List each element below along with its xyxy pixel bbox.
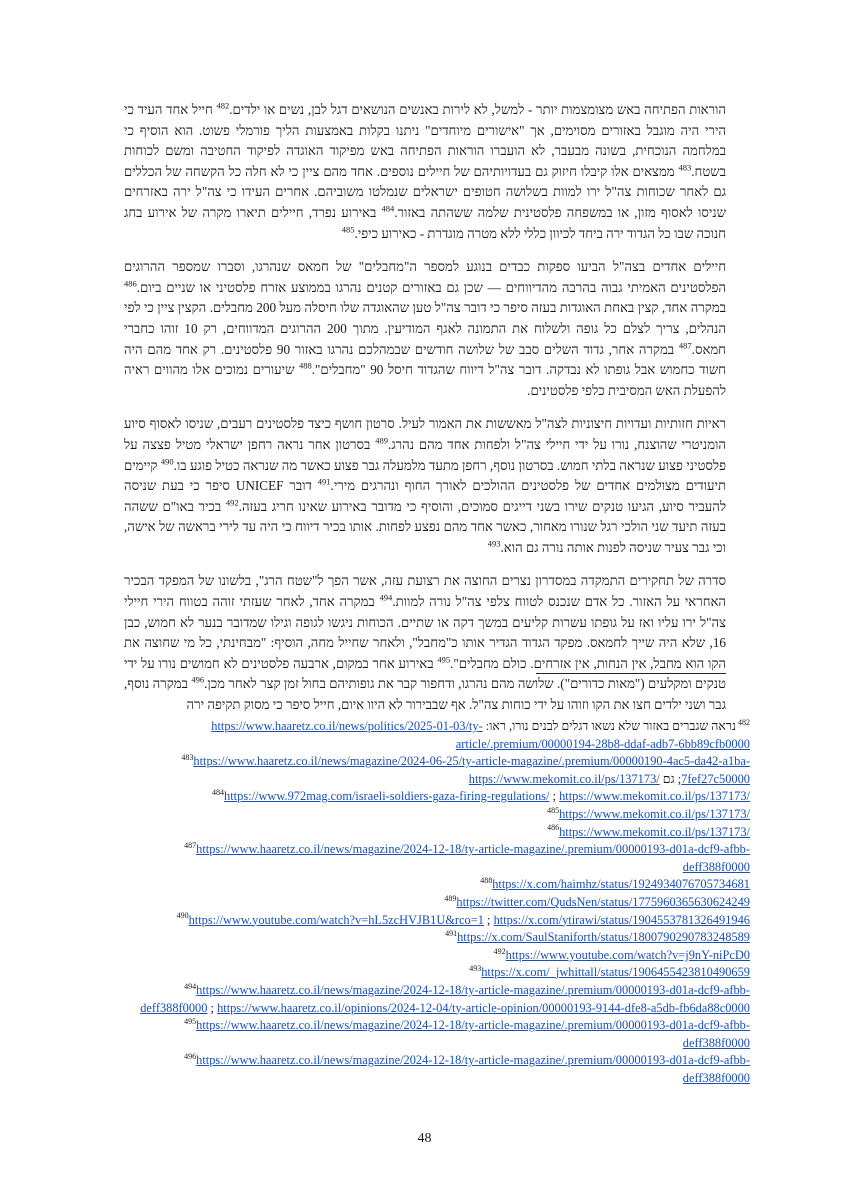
text-run: במקרה אחד, קצין באחת האוגדות בעזה סיפר כי דובר צה"ל טען שהאוגדה שלו חיסלה מעל 200 מחבלים. הקצין ציין כי לפי הנהלים, צריך לצלם כל גופה ולשלוח את התמונה לאגף המודיעין. מתוך 200 ההרוגים המדווחים, רק 10 זוהו כחברי חמאס. [124, 300, 726, 357]
footnote-link[interactable]: https://www.haaretz.co.il/news/magazine/2024-12-18/ty-article-magazine/.premium/00000193-d01a-dcf9-afbb-deff388f0000 [196, 1018, 750, 1050]
footnote-link[interactable]: https://www.mekomit.co.il/ps/137173/ [559, 824, 750, 839]
footnote-487 [118, 841, 750, 876]
footnote-number: 482 [738, 717, 750, 727]
footnote-484 [118, 788, 750, 806]
footnote-number: 484 [212, 788, 225, 798]
footnote-link[interactable]: https://www.youtube.com/watch?v=hL5zcHVJB1U&rco=1 [188, 912, 484, 927]
footnote-482 [118, 718, 750, 753]
footnote-text: נראה שגברים באזור שלא נשאו דגלים לבנים נורו, ראו: [482, 719, 736, 733]
footnote-ref-494[interactable]: 494 [379, 592, 393, 603]
footnote-link[interactable]: https://x.com/SaulStaniforth/status/1800790290783248589 [457, 930, 750, 945]
text-run: במקרה נוסף, גבר ושני ילדים חצו את הקו וזוהו על ידי כוחות צה"ל. אף שבבירור לא היוו איום, חייל סיפר כי מסוק תקיפה ירה [124, 676, 726, 713]
footnotes [118, 718, 750, 1087]
footnote-separator-text: ; [549, 789, 560, 804]
footnote-ref-482[interactable]: 482 [216, 100, 230, 111]
paragraph-3 [124, 414, 726, 558]
text-run: הוראות הפתיחה באש מצומצמות יותר - למשל, לא לירות באנשים הנושאים דגל לבן, נשים או ילדים. [229, 102, 727, 117]
footnote-link[interactable]: https://x.com/_jwhittall/status/1906455423810490659 [481, 965, 750, 980]
footnote-ref-489[interactable]: 489 [375, 435, 389, 446]
footnote-486 [118, 824, 750, 842]
text-run: בסרטון אחר נראה רחפן ישראלי מטיל פצצה על פלסטיני פצוע שנראה בלתי חמוש. בסרטון נוסף, רחפן מתעד מלמעלה גבר פצוע כאשר מה שנראה כטיל פוגע בו. [124, 436, 726, 473]
footnote-ref-493[interactable]: 493 [487, 538, 501, 549]
footnote-number: 493 [469, 964, 482, 974]
footnote-483 [118, 753, 750, 788]
footnote-number: 495 [184, 1016, 197, 1026]
text-run: ממצאים אלו קיבלו חיזוק גם בעדויותיהם של חיילים נוספים. אחד מהם ציין כי לא חלה כל הקשחה של הכללים גם לאחר שכוחות צה"ל ירו למוות בשלושה חטופים ישראלים שנמלטו משוביהם. אחרים העידו כי צה"ל ירה באזרחים שניסו לאסוף מזון, או במשפחה פלסטינית שלמה ששהתה באזור. [124, 163, 726, 220]
footnote-link[interactable]: https://www.haaretz.co.il/news/magazine/2024-06-25/ty-article-magazine/.premium/00000190-4ac5-da42-a1ba-7fef27c50000 [193, 754, 750, 786]
footnote-number: 483 [181, 753, 194, 763]
footnote-link[interactable]: https://www.haaretz.co.il/news/magazine/2024-12-18/ty-article-magazine/.premium/00000193-d01a-dcf9-afbb-deff388f0000 [196, 842, 750, 874]
footnote-link[interactable]: https://www.haaretz.co.il/opinions/2024-12-04/ty-article-opinion/00000193-9144-dfe8-a5db-fb6da88c0000 [217, 1000, 750, 1015]
footnote-number: 494 [184, 981, 197, 991]
text-run: ראיות חזותיות ועדויות חיצוניות לצה"ל מאששות את האמור לעיל. סרטון חושף כיצד פלסטינים רעבים, שניסו לאסוף סיוע הומניטרי שהוצנח, נורו על ידי חיילי צה"ל ולפחות אחד מהם נהרג. [124, 416, 727, 452]
footnote-link[interactable]: https://www.haaretz.co.il/news/magazine/2024-12-18/ty-article-magazine/.premium/00000193-d01a-dcf9-afbb-deff388f0000 [196, 1053, 750, 1085]
footnote-number: 486 [547, 823, 560, 833]
footnote-number: 490 [176, 911, 189, 921]
footnote-ref-488[interactable]: 488 [298, 360, 312, 371]
footnote-490 [118, 912, 750, 930]
footnote-491 [118, 929, 750, 947]
footnote-link[interactable]: https://www.972mag.com/israeli-soldiers-gaza-firing-regulations/ [224, 789, 550, 804]
footnote-489 [118, 894, 750, 912]
footnote-ref-490[interactable]: 490 [160, 456, 174, 467]
footnote-ref-483[interactable]: 483 [678, 162, 692, 173]
footnote-496 [118, 1052, 750, 1087]
text-run: בכיר באו"ם ששהה בעזה תיעד שני הולכי רגל שנורו מאחור, כאשר אחד מהם נפצע לפחות. אותו בכיר דיווח כי היה עד לירי בראשה של אישה, וכי גבר צעיר שניסה לפנות אותה נורה גם הוא. [124, 498, 726, 555]
footnote-link[interactable]: https://www.mekomit.co.il/ps/137173/ [559, 806, 750, 821]
footnote-495 [118, 1017, 750, 1052]
footnote-485 [118, 806, 750, 824]
footnote-ref-491[interactable]: 491 [317, 476, 331, 487]
footnote-link[interactable]: https://www.haaretz.co.il/news/politics/2025-01-03/ty-article/.premium/00000194-28b8-ddaf-adb7-6bb89cfb0000 [211, 719, 750, 751]
footnote-number: 489 [444, 893, 457, 903]
text-run: חייל אחד העיד כי הירי היה מוגבל באזורים מסוימים, אך "אישורים מיוחדים" ניתנו בקלות באמצעות הליך פורמלי פשוט. הוא הוסיף כי במלחמה הנוכחית, בשונה מבעבר, לא הועברו הוראות הפתיחה באש מפיקוד האוגדה לפיקוד החטיבה ומשם לכוחות בשטח. [124, 102, 726, 179]
footnote-ref-484[interactable]: 484 [381, 203, 395, 214]
footnote-number: 492 [493, 946, 506, 956]
footnote-link[interactable]: https://www.youtube.com/watch?v=j9nY-niPcD0 [505, 947, 750, 962]
footnote-link[interactable]: https://x.com/ytirawi/status/1904553781326491946 [493, 912, 750, 927]
footnote-488 [118, 876, 750, 894]
paragraph-4 [124, 571, 726, 715]
text-run: חיילים אחדים בצה"ל הביעו ספקות כבדים בנוגע למספר ה"מחבלים" של חמאס שנהרגו, וסברו שמספר ההרוגים הפלסטינים האמיתי גבוה בהרבה מהדיווחים — שכן גם באזורים קטנים נהרגו בממוצע אזרח פלסטיני או שניים ביום. [124, 259, 726, 295]
footnote-ref-487[interactable]: 487 [678, 340, 692, 351]
text-run: סדרה של תחקירים התמקדה במסדרון נצרים החוצה את רצועת עזה, אשר הפך ל"שטח הרג", בלשונו של המפקד הבכיר האחראי על האזור. כל אדם שנכנס לטווח צלפי צה"ל נורה למוות. [124, 573, 726, 610]
footnote-link[interactable]: https://www.mekomit.co.il/ps/137173/ [559, 789, 750, 804]
body-text [124, 100, 726, 729]
page-number: 48 [417, 1131, 432, 1146]
footnote-number: 485 [547, 805, 560, 815]
footnote-link[interactable]: https://twitter.com/QudsNen/status/1775960365630624249 [456, 894, 750, 909]
text-run: שיעורים נמוכים אלו מהווים ראיה להפעלת האש המסיבית כלפי פלסטינים. [124, 362, 726, 398]
paragraph-2 [124, 257, 726, 401]
text-run: קיימים תיעודים מצולמים אחדים של פלסטינים ההולכים לאורך החוף ונהרגים מירי. [124, 457, 726, 494]
text-run: דובר UNICEF סיפר כי בעת שניסה להעביר סיוע, הגיעו טנקים שירו בשני דייגים סמוכים, והוסיף כי מדובר באירוע שאינו חריג בעזה. [124, 478, 726, 514]
footnote-separator [536, 673, 726, 674]
footnote-link[interactable]: https://x.com/haimhz/status/1924934076705734681 [492, 877, 750, 892]
paragraph-1 [124, 100, 726, 244]
footnote-ref-496[interactable]: 496 [191, 675, 205, 686]
footnote-link[interactable]: https://www.haaretz.co.il/news/magazine/2024-12-18/ty-article-magazine/.premium/00000193-d01a-dcf9-afbb-deff388f0000 [140, 982, 750, 1015]
footnote-number: 491 [445, 929, 458, 938]
footnote-ref-492[interactable]: 492 [225, 497, 239, 508]
footnote-number: 496 [184, 1052, 197, 1062]
footnote-ref-495[interactable]: 495 [437, 654, 451, 665]
footnote-separator-text: ; [483, 912, 494, 927]
text-run: במקרה אחר, גדוד השלים סבב של שלושה חודשים שבמהלכם נהרגו באזור 90 פלסטינים. רק אחד מהם היה חשוד כחמוש אבל גופתו לא נבדקה. דובר צה"ל דיווח שהגדוד חיסל 90 "מחבלים". [124, 341, 726, 378]
footnote-493 [118, 964, 750, 982]
footnote-492 [118, 947, 750, 965]
text-run: באירוע נפרד, חיילים תיארו מקרה של אירוע בחג חנוכה שבו כל הגדוד ירה ביחד לכיוון כללי ללא מטרה מוגדרת - כאירוע כיפי. [124, 204, 726, 241]
footnote-separator-text: ; גם [659, 771, 682, 786]
footnote-494 [118, 982, 750, 1017]
text-run: במקרה אחד, לאחר שעזתי זוהה בטווח הירי חיילי צה"ל ירו עליו ואז על גופתו עשרות קליעים במשך דקה או שתיים. הכוחות ניגשו לגופה וגילו שמדובר בנער לא חמוש, כבן 16, שלא היה שייך לחמאס. מפקד הגדוד הגדיר אותו כ"מחבל", ולאחר שחייל מחה, הוסיף: "מבחינתי, כל מי שחוצה את הקו הוא מחבל, אין הנחות, אין אזרחים. כולם מחבלים". [124, 594, 726, 671]
footnote-number: 488 [480, 876, 493, 886]
footnote-number: 487 [184, 841, 197, 851]
footnote-link[interactable]: https://www.mekomit.co.il/ps/137173/ [468, 771, 660, 786]
text-run: באירוע אחר במקום, ארבעה פלסטינים לא חמושים נורו על ידי טנקים ומקלעים ("מאות כדורים"). שלושה מהם נהרגו, ודחפור קבר את גופותיהם בחול זמן קצר לאחר מכן. [124, 655, 726, 692]
footnote-ref-486[interactable]: 486 [124, 278, 137, 289]
footnote-ref-485[interactable]: 485 [341, 224, 355, 235]
footnote-separator-text: ; [207, 1000, 218, 1015]
